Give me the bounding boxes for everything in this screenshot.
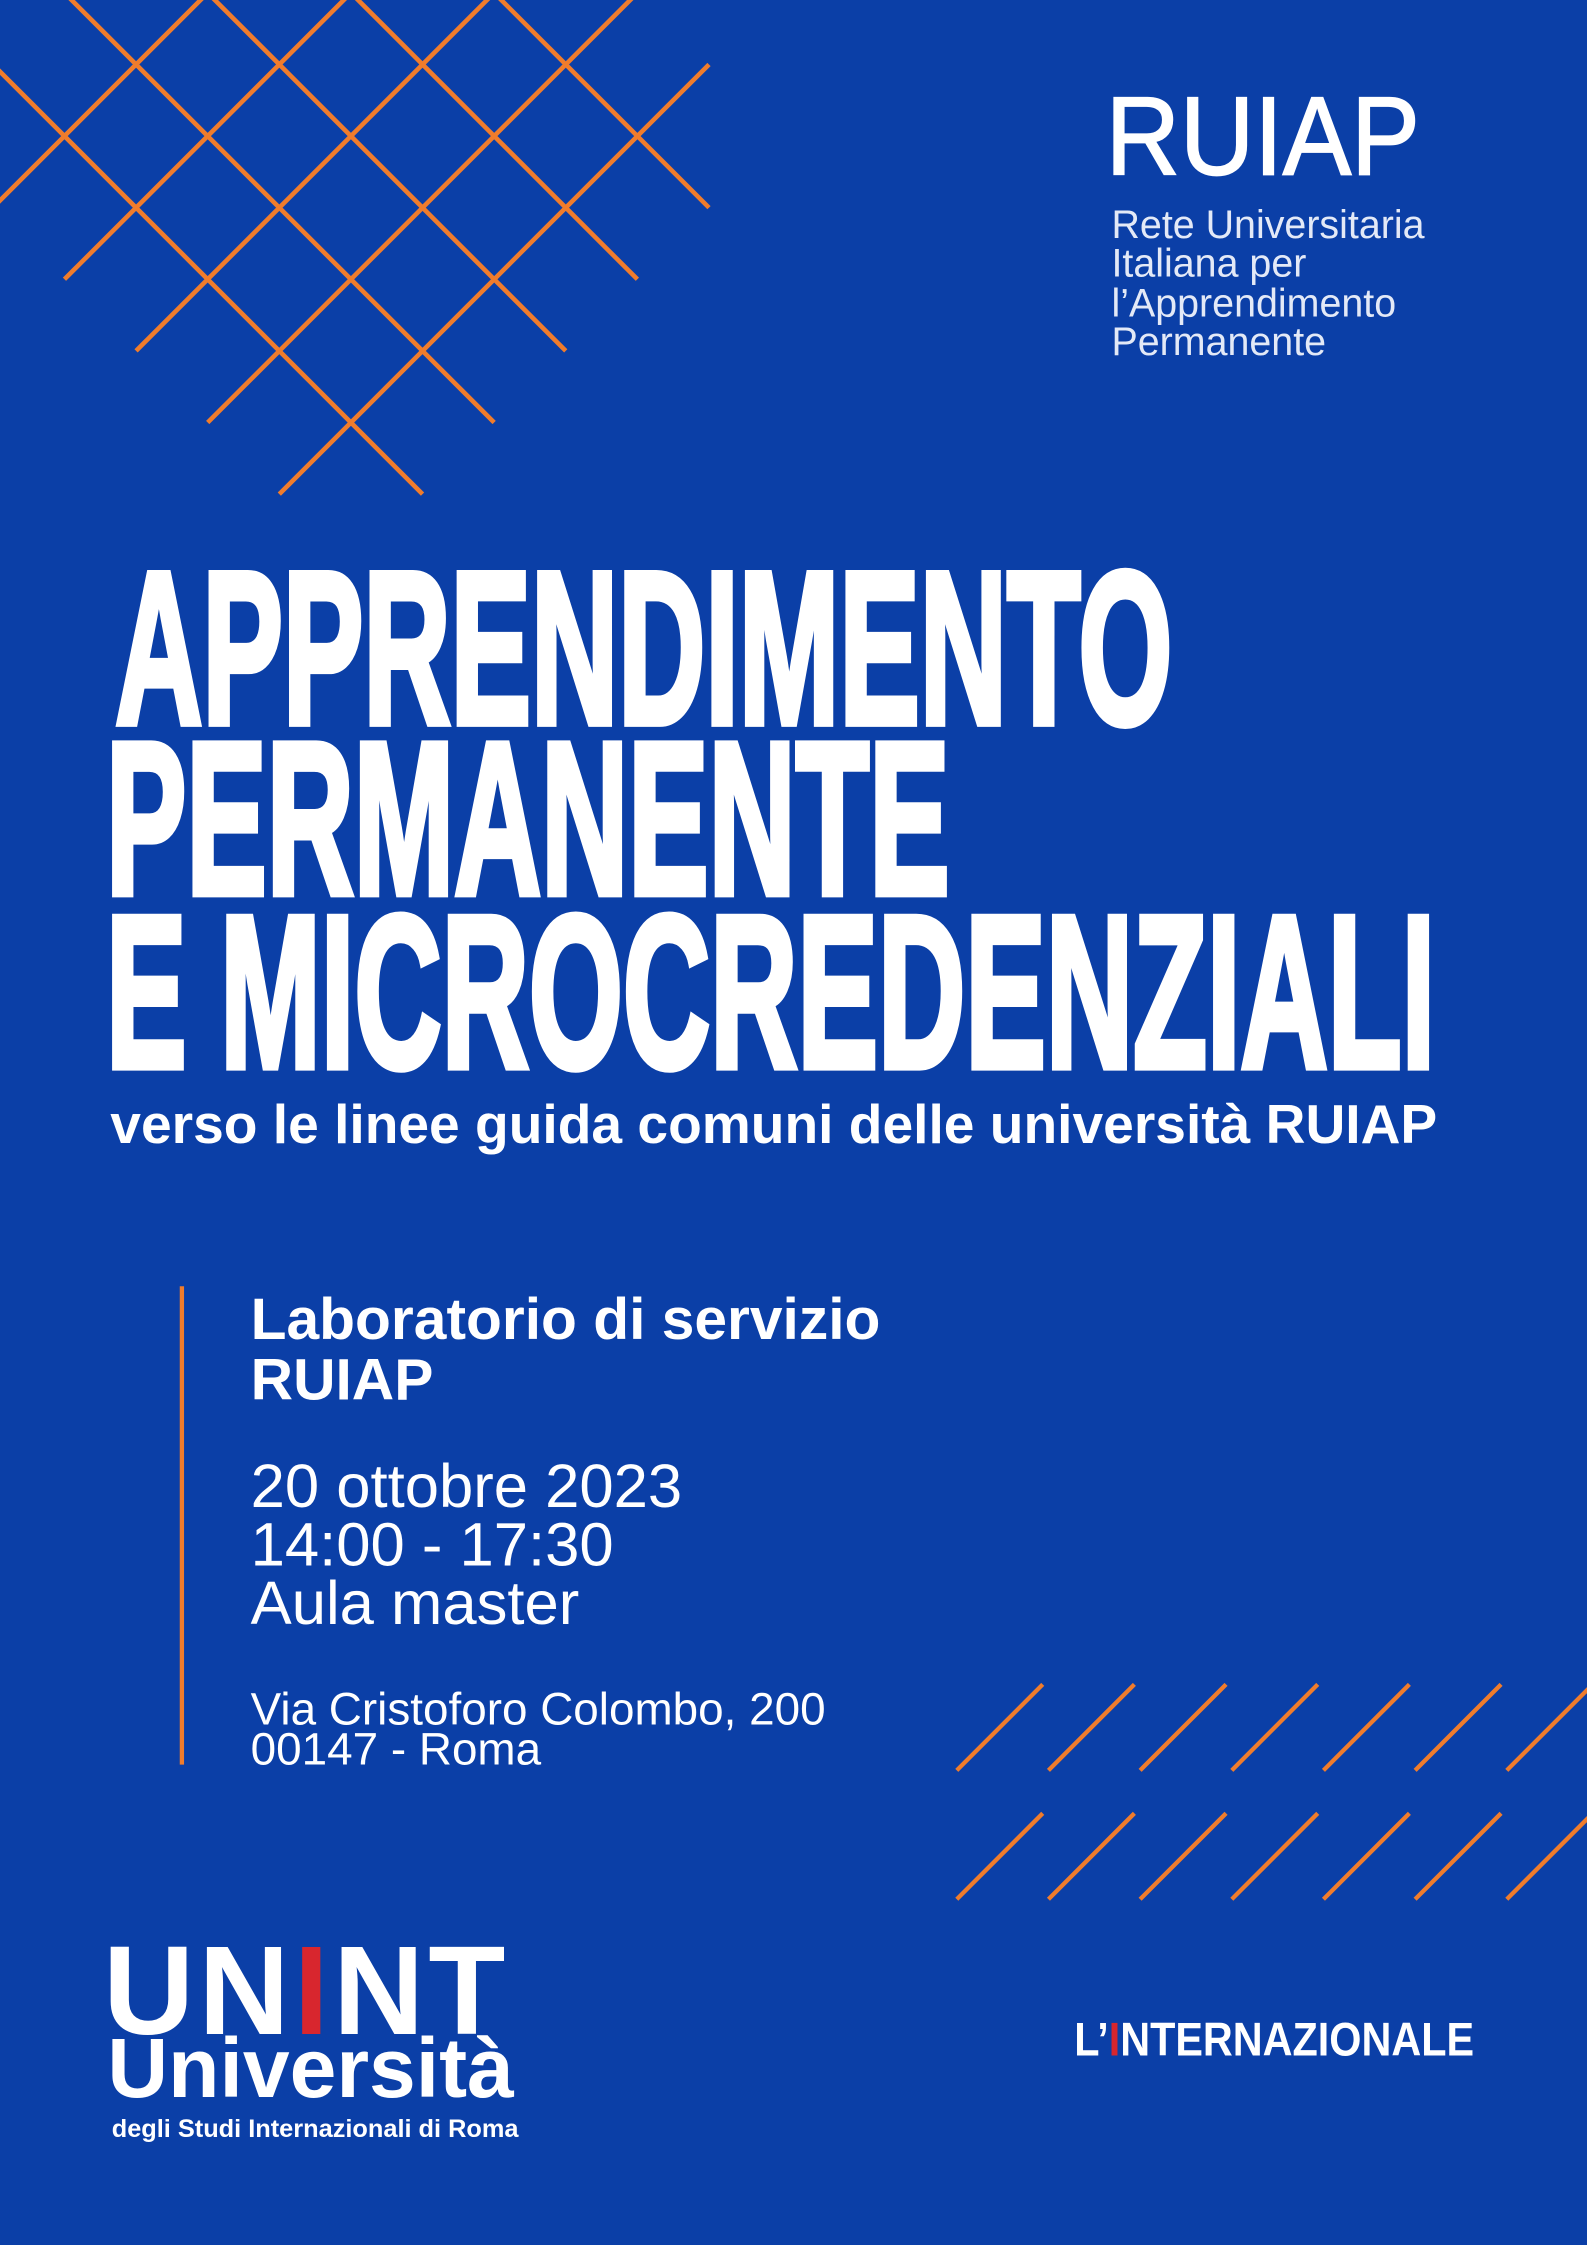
ruiap-tagline-line: Permanente (1111, 319, 1327, 364)
orange-stripes-decoration (957, 1684, 1587, 1899)
event-room: Aula master (250, 1569, 580, 1639)
stripe-line (1232, 1684, 1318, 1770)
internazionale-logo: L’INTERNAZIONALE (1074, 2012, 1475, 2066)
accent-letter: I (1108, 2012, 1121, 2066)
ruiap-tagline-line: Rete Universitaria (1111, 201, 1425, 247)
lattice-line (208, 0, 638, 279)
stripe-line (1323, 1684, 1409, 1770)
unint-logo-wordmark: UNINT (103, 1918, 510, 2061)
ruiap-logo-wordmark: RUIAP (1105, 73, 1420, 200)
stripe-line (1323, 1813, 1409, 1899)
stripe-line (1507, 1813, 1587, 1899)
event-title-line: RUIAP (250, 1346, 434, 1413)
subtitle: verso le linee guida comuni delle università RUIAP (110, 1094, 1438, 1156)
event-date: 20 ottobre 2023 (250, 1452, 683, 1522)
event-title (250, 1286, 881, 1413)
ruiap-tagline (1111, 201, 1425, 364)
event-address (250, 1682, 826, 1775)
unint-logo-subname: degli Studi Internazionali di Roma (111, 2114, 519, 2143)
event-address-line: Via Cristoforo Colombo, 200 (250, 1682, 826, 1735)
stripe-line (1415, 1684, 1501, 1770)
headline-line: PERMANENTE (105, 697, 950, 941)
stripe-line (1232, 1813, 1318, 1899)
event-time: 14:00 - 17:30 (250, 1511, 614, 1580)
lattice-line (279, 0, 709, 208)
event-when (250, 1452, 683, 1639)
stripe-line (1507, 1684, 1587, 1770)
stripe-line (1140, 1684, 1226, 1770)
stripe-line (1140, 1813, 1226, 1899)
headline-line: E MICROCREDENZIALI (105, 871, 1436, 1103)
event-address-line: 00147 - Roma (250, 1723, 542, 1775)
lattice-line (136, 0, 566, 351)
accent-letter: I (293, 1918, 334, 2061)
orange-lattice-decoration (0, 0, 709, 494)
event-title-line: Laboratorio di servizio (250, 1286, 881, 1353)
unint-logo-name: Università (107, 2022, 514, 2116)
stripe-line (1415, 1813, 1501, 1899)
lattice-line (0, 0, 423, 208)
ruiap-tagline-line: l’Apprendimento (1111, 280, 1397, 325)
stripe-line (1048, 1684, 1134, 1770)
stripe-line (957, 1684, 1043, 1770)
lattice-line (136, 0, 566, 351)
lattice-line (64, 0, 494, 279)
headline (0, 530, 1587, 1103)
stripe-line (1048, 1813, 1134, 1899)
headline-line: APPRENDIMENTO (115, 529, 1173, 771)
stripe-line (957, 1813, 1043, 1899)
ruiap-tagline-line: Italiana per (1111, 241, 1307, 286)
